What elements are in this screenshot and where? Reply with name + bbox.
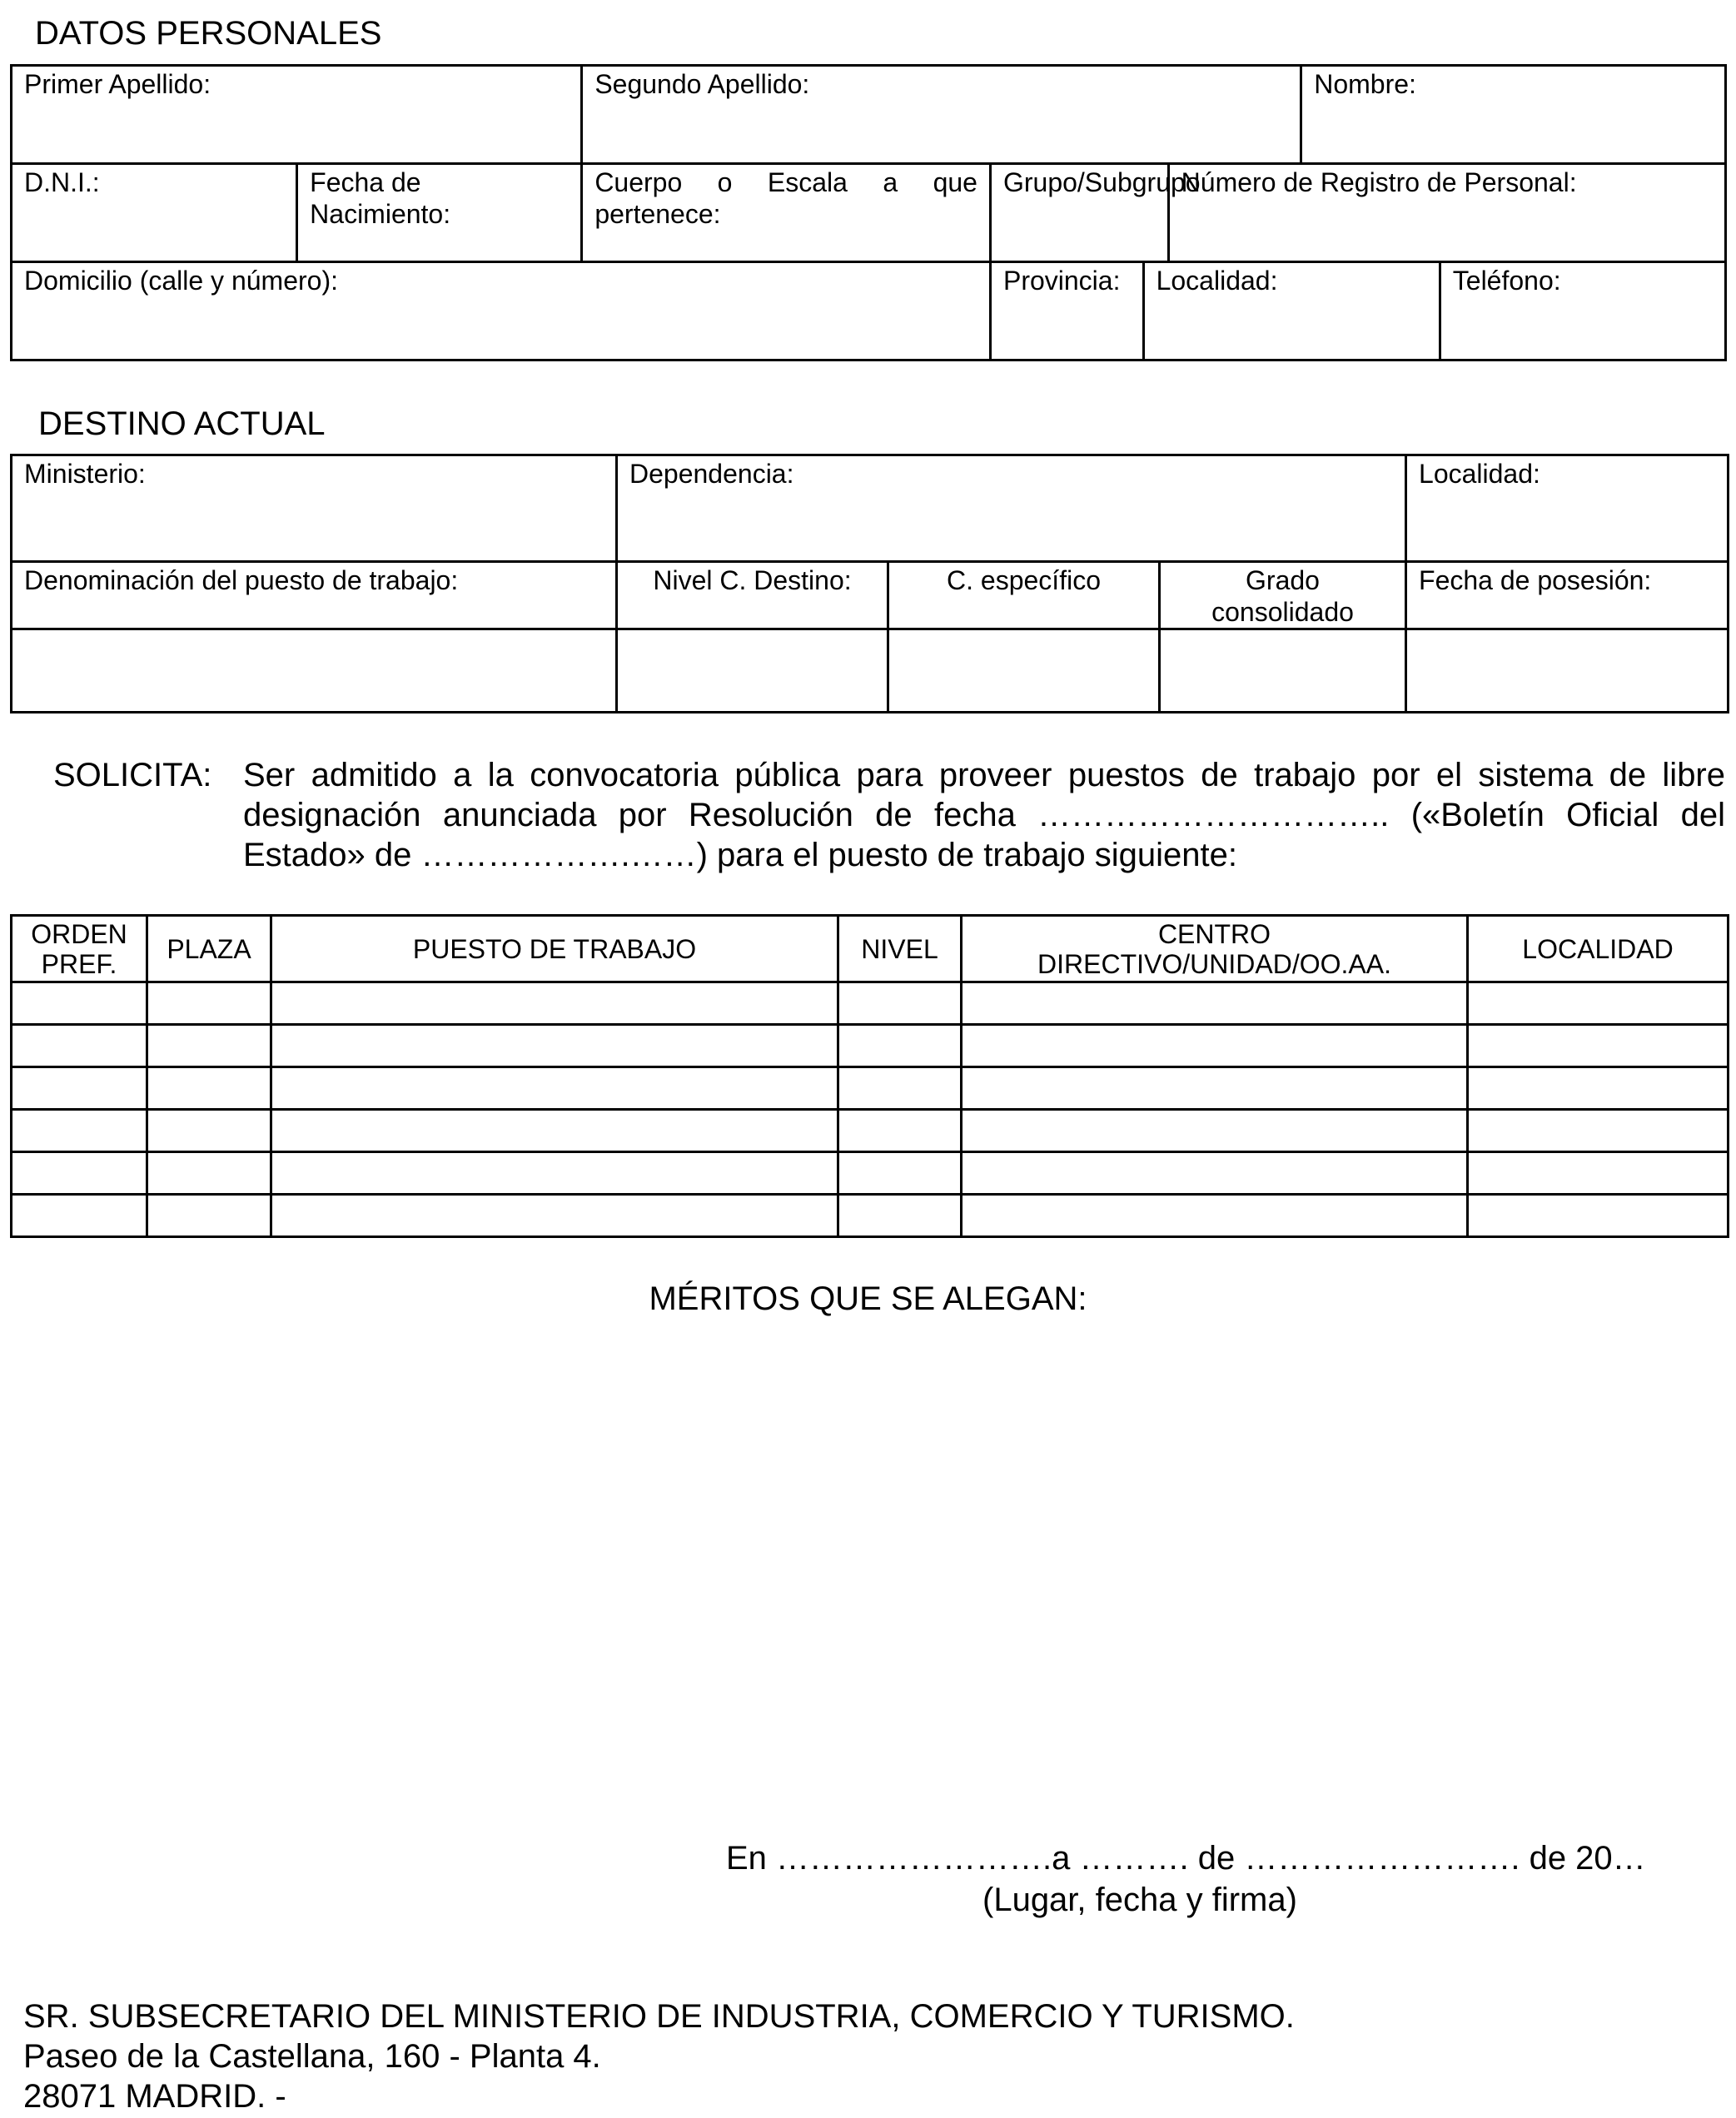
solicita-text: Ser admitido a la convocatoria pública para proveer puestos de trabajo por el sistema de libre designación anunciada por Resolución de fecha ………………………….. («Boletín Oficial del Estado» de ……………….……) para el puesto de trabajo siguiente:	[243, 757, 1725, 873]
especifico-input[interactable]	[888, 629, 1160, 713]
table-cell[interactable]	[12, 1025, 147, 1067]
cuerpo-escala-field[interactable]	[582, 164, 991, 262]
fecha-nacimiento-field[interactable]	[297, 164, 582, 262]
nivel-destino-input[interactable]	[617, 629, 888, 713]
table-row	[12, 1067, 1729, 1110]
localidad-destino-label: Localidad:	[1419, 459, 1540, 489]
table-cell[interactable]	[147, 1195, 271, 1237]
table-cell[interactable]	[962, 1067, 1468, 1110]
header-localidad: LOCALIDAD	[1468, 916, 1729, 982]
datos-personales-table	[10, 64, 1727, 361]
table-row	[12, 1025, 1729, 1067]
table-cell[interactable]	[271, 1195, 838, 1237]
table-cell[interactable]	[271, 1152, 838, 1195]
table-row	[12, 1110, 1729, 1152]
table-cell[interactable]	[1468, 1110, 1729, 1152]
table-row	[12, 1152, 1729, 1195]
table-cell[interactable]	[838, 1067, 962, 1110]
ministerio-field[interactable]	[12, 455, 617, 562]
grado-consolidado-header	[1160, 562, 1406, 629]
table-cell[interactable]	[271, 982, 838, 1025]
table-cell[interactable]	[1468, 982, 1729, 1025]
solicita-label: SOLICITA:	[53, 757, 212, 793]
table-cell[interactable]	[838, 1152, 962, 1195]
table-cell[interactable]	[962, 1195, 1468, 1237]
table-cell[interactable]	[12, 1195, 147, 1237]
table-cell[interactable]	[12, 1067, 147, 1110]
table-cell[interactable]	[147, 1110, 271, 1152]
grupo-subgrupo-label: Grupo/Subgrupo	[1002, 167, 1201, 197]
telefono-label: Teléfono:	[1452, 266, 1561, 296]
fecha-posesion-input[interactable]	[1406, 629, 1729, 713]
table-cell[interactable]	[12, 1110, 147, 1152]
header-centro	[962, 916, 1468, 982]
section-title-datos-personales: DATOS PERSONALES	[35, 15, 382, 52]
localidad-destino-field[interactable]	[1406, 455, 1729, 562]
nombre-field[interactable]	[1301, 66, 1726, 164]
header-centro-line-2: DIRECTIVO/UNIDAD/OO.AA.	[1037, 948, 1391, 979]
fecha-nacimiento-label-2: Nacimiento:	[310, 199, 451, 229]
table-row	[12, 982, 1729, 1025]
dni-field[interactable]	[12, 164, 297, 262]
nivel-destino-label: Nivel C. Destino:	[653, 565, 852, 595]
fecha-firma-line: En …………………….a ………. de ……………………. de 20…	[726, 1840, 1646, 1877]
table-cell[interactable]	[962, 1152, 1468, 1195]
grado-label-2: consolidado	[1211, 597, 1354, 627]
especifico-label: C. específico	[947, 565, 1101, 595]
fecha-firma-note: (Lugar, fecha y firma)	[982, 1882, 1297, 1918]
denominacion-header	[12, 562, 617, 629]
table-cell[interactable]	[838, 1195, 962, 1237]
table-cell[interactable]	[962, 1025, 1468, 1067]
table-cell[interactable]	[147, 1067, 271, 1110]
grado-consolidado-input[interactable]	[1160, 629, 1406, 713]
header-orden	[12, 916, 147, 982]
segundo-apellido-label: Segundo Apellido:	[594, 69, 810, 99]
provincia-label: Provincia:	[1002, 266, 1121, 296]
ministerio-label: Ministerio:	[24, 459, 146, 489]
table-cell[interactable]	[147, 1152, 271, 1195]
header-nivel: NIVEL	[838, 916, 962, 982]
localidad-label: Localidad:	[1156, 266, 1278, 296]
fecha-posesion-header	[1406, 562, 1729, 629]
grado-label-1: Grado	[1246, 565, 1320, 595]
cuerpo-escala-label-2: pertenece:	[594, 199, 721, 229]
header-orden-line-1: ORDEN	[31, 918, 127, 949]
dependencia-field[interactable]	[617, 455, 1406, 562]
header-orden-line-2: PREF.	[41, 948, 117, 979]
segundo-apellido-field[interactable]	[582, 66, 1301, 164]
destinatario-line-2: Paseo de la Castellana, 160 - Planta 4.	[23, 2038, 601, 2075]
telefono-field[interactable]	[1440, 262, 1725, 360]
fecha-nacimiento-label-1: Fecha de	[310, 167, 421, 197]
section-title-destino-actual: DESTINO ACTUAL	[38, 405, 326, 442]
dni-label: D.N.I.:	[24, 167, 100, 197]
table-cell[interactable]	[838, 982, 962, 1025]
fecha-posesion-label: Fecha de posesión:	[1419, 565, 1652, 595]
table-cell[interactable]	[12, 1152, 147, 1195]
provincia-field[interactable]	[990, 262, 1143, 360]
destino-actual-table	[10, 454, 1729, 713]
table-cell[interactable]	[962, 982, 1468, 1025]
grupo-subgrupo-field[interactable]	[990, 164, 1201, 262]
header-plaza: PLAZA	[147, 916, 271, 982]
table-cell[interactable]	[1468, 1067, 1729, 1110]
registro-personal-label: Número de Registro de Personal:	[1181, 167, 1577, 197]
domicilio-label: Domicilio (calle y número):	[24, 266, 338, 296]
denominacion-input[interactable]	[12, 629, 617, 713]
table-cell[interactable]	[12, 982, 147, 1025]
table-row	[12, 1195, 1729, 1237]
header-puesto: PUESTO DE TRABAJO	[271, 916, 838, 982]
meritos-heading: MÉRITOS QUE SE ALEGAN:	[649, 1280, 1087, 1317]
table-cell[interactable]	[147, 982, 271, 1025]
nivel-destino-header	[617, 562, 888, 629]
table-cell[interactable]	[271, 1110, 838, 1152]
header-centro-line-1: CENTRO	[1157, 918, 1271, 949]
destinatario-line-1: SR. SUBSECRETARIO DEL MINISTERIO DE INDUSTRIA, COMERCIO Y TURISMO.	[23, 1998, 1295, 2035]
cuerpo-escala-label-1: Cuerpo o Escala a que	[594, 167, 977, 197]
table-cell[interactable]	[271, 1025, 838, 1067]
table-cell[interactable]	[1468, 1025, 1729, 1067]
registro-personal-field[interactable]	[1168, 164, 1725, 262]
table-cell[interactable]	[962, 1110, 1468, 1152]
table-cell[interactable]	[1468, 1152, 1729, 1195]
localidad-field[interactable]	[1143, 262, 1440, 360]
domicilio-field[interactable]	[12, 262, 991, 360]
denominacion-label: Denominación del puesto de trabajo:	[24, 565, 459, 595]
primer-apellido-field[interactable]	[12, 66, 582, 164]
puestos-table	[10, 914, 1729, 1238]
table-cell[interactable]	[147, 1025, 271, 1067]
table-cell[interactable]	[838, 1025, 962, 1067]
table-cell[interactable]	[1468, 1195, 1729, 1237]
primer-apellido-label: Primer Apellido:	[24, 69, 211, 99]
table-cell[interactable]	[838, 1110, 962, 1152]
especifico-header	[888, 562, 1160, 629]
nombre-label: Nombre:	[1314, 69, 1416, 99]
table-cell[interactable]	[271, 1067, 838, 1110]
dependencia-label: Dependencia:	[629, 459, 794, 489]
destinatario-line-3: 28071 MADRID. -	[23, 2078, 286, 2115]
